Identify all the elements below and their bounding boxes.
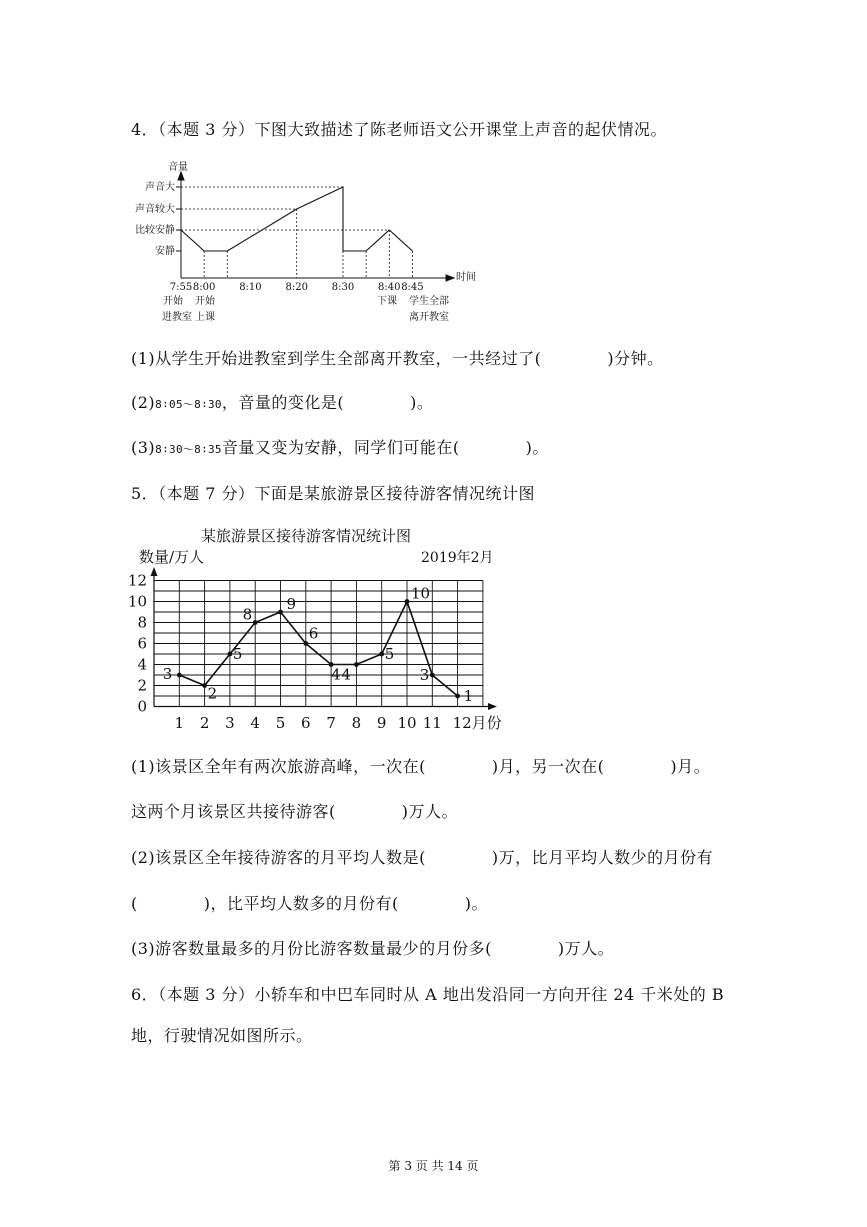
y-axis-arrow (178, 172, 184, 180)
x-tick-label-4: 8:30 (331, 282, 355, 293)
chart-subtitle: 2019年2月 (421, 550, 494, 566)
y-tick-3: 6 (137, 634, 147, 653)
x-tick-8: 8 (351, 714, 362, 732)
q5-sub3: (3)游客数量最多的月份比游客数量最少的月份多( )万人。 (131, 939, 615, 958)
q6-line1: 6．（本题 3 分）小轿车和中巴车同时从 A 地出发沿同一方向开往 24 千米处的 B (131, 985, 725, 1004)
data-label-9: 5 (384, 645, 395, 663)
y-tick-5: 10 (127, 592, 147, 611)
data-label-10: 10 (411, 584, 431, 603)
x-tick-1: 1 (174, 714, 185, 732)
y-tick-1: 2 (137, 676, 147, 695)
y-tick-6: 12 (127, 571, 147, 590)
q5-sub2b: ( )，比平均人数多的月份有( )。 (131, 894, 488, 913)
q5-sub1b: 这两个月该景区共接待游客( )万人。 (131, 802, 458, 821)
x-tick-4: 4 (250, 714, 260, 732)
y-level-label-1: 比较安静 (135, 225, 175, 236)
data-label-6: 6 (308, 624, 319, 643)
q5-sub1a: (1)该景区全年有两次旅游高峰，一次在( )月，另一次在( )月。 (131, 757, 711, 776)
annotation-dismiss: 下课 (377, 296, 397, 307)
data-label-5: 9 (286, 595, 297, 613)
data-label-12: 1 (463, 687, 474, 705)
x-tick-label-2: 8:10 (239, 282, 262, 293)
data-label-8: 4 (341, 665, 351, 684)
data-point-6 (303, 641, 308, 646)
data-point-10 (405, 599, 410, 604)
q4-sub2-time: 8∶05～8∶30 (155, 398, 222, 411)
data-label-3: 5 (232, 645, 243, 663)
annotation-enter-class: 进教室 (162, 312, 192, 323)
q4-sub2-text: ，音量的变化是( )。 (221, 393, 434, 412)
x-tick-label-5: 8:40 (378, 282, 401, 293)
annotation-all-students: 学生全部 (409, 296, 449, 307)
tourist-chart (0, 520, 867, 750)
x-tick-9: 9 (376, 714, 387, 732)
tourist-series-line (179, 602, 457, 697)
x-axis-arrow (446, 275, 454, 281)
data-label-7: 4 (331, 665, 341, 684)
annotation-start-class: 开始 (195, 296, 215, 307)
x-axis-title: 时间 (456, 272, 476, 283)
data-point-1 (177, 673, 182, 678)
y-level-label-2: 声音较大 (135, 204, 175, 215)
data-label-2: 2 (207, 684, 218, 703)
q4-sub3-time: 8∶30～8∶35 (155, 443, 222, 456)
data-label-1: 3 (162, 665, 173, 683)
x-tick-label-1: 8:00 (192, 282, 216, 293)
x-tick-7: 7 (326, 714, 336, 732)
x-tick-11: 11 (422, 714, 442, 732)
x-tick-label-3: 8:20 (285, 282, 308, 293)
q5-sub2a: (2)该景区全年接待游客的月平均人数是( )万，比月平均人数少的月份有 (131, 848, 714, 867)
data-point-5 (278, 610, 283, 615)
page-footer: 第 3 页 共 14 页 (388, 1159, 479, 1173)
q4-sub2 (131, 393, 433, 415)
q4-sub3-text: 音量又变为安静，同学们可能在( )。 (221, 438, 549, 457)
q4-sub3-prefix: (3) (131, 438, 156, 457)
y-tick-0: 0 (137, 697, 147, 716)
x-tick-5: 5 (275, 714, 286, 732)
data-point-3 (228, 652, 233, 657)
q4-heading: 4．（本题 3 分）下图大致描述了陈老师语文公开课堂上声音的起伏情况。 (131, 120, 668, 139)
data-point-9 (379, 652, 384, 657)
data-label-11: 3 (419, 666, 430, 684)
q4-sub3 (131, 438, 549, 460)
x-tick-label-0: 7:55 (169, 282, 193, 293)
data-point-2 (202, 683, 207, 688)
chart-title: 某旅游景区接待游客情况统计图 (201, 527, 412, 545)
volume-chart (0, 0, 867, 340)
y-level-label-3: 声音大 (145, 182, 175, 193)
y-axis-title: 音量 (168, 162, 188, 173)
x-tick-10: 10 (397, 714, 417, 732)
q4-sub2-prefix: (2) (131, 393, 156, 412)
y-level-label-0: 安静 (155, 246, 175, 257)
x-tick-2: 2 (199, 714, 210, 732)
data-point-8 (354, 662, 359, 667)
data-point-4 (253, 620, 258, 625)
tour-y-axis-arrow (151, 567, 158, 576)
y-tick-2: 4 (137, 655, 147, 674)
q4-sub1: (1)从学生开始进教室到学生全部离开教室，一共经过了( )分钟。 (131, 349, 664, 368)
x-tick-label-6: 8:45 (401, 282, 424, 293)
tour-x-axis-arrow (488, 703, 497, 710)
q5-heading: 5．（本题 7 分）下面是某旅游景区接待游客情况统计图 (131, 484, 536, 503)
annotation-leave: 离开教室 (409, 312, 449, 323)
x-tick-6: 6 (301, 714, 311, 732)
data-label-4: 8 (242, 605, 253, 624)
data-point-12 (455, 694, 460, 699)
annotation-class: 上课 (195, 312, 215, 323)
y-tick-4: 8 (137, 613, 147, 632)
data-point-11 (430, 673, 435, 678)
y-axis-label: 数量/万人 (139, 548, 205, 566)
x-tick-12: 12月份 (452, 714, 502, 732)
annotation-start-enter: 开始 (163, 296, 183, 307)
x-tick-3: 3 (225, 714, 235, 732)
q6-line2: 地，行驶情况如图所示。 (131, 1026, 313, 1045)
